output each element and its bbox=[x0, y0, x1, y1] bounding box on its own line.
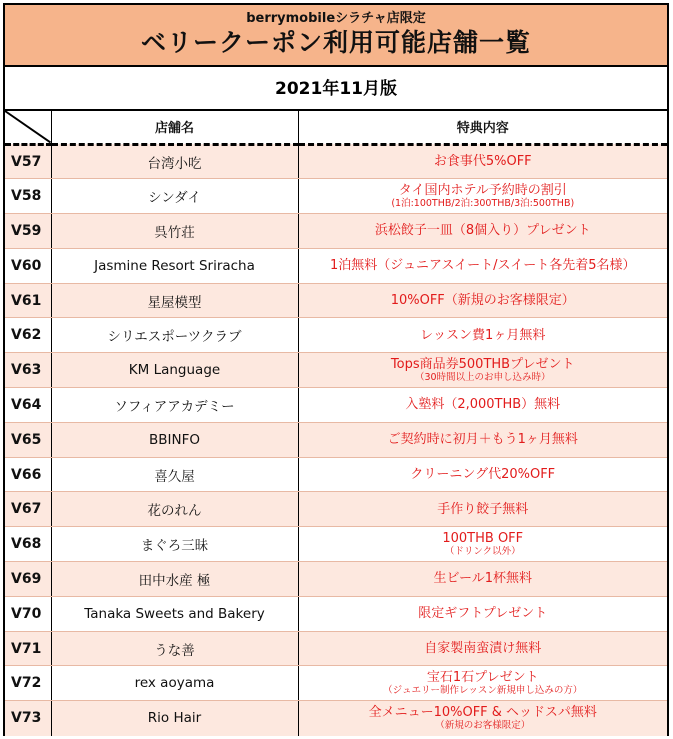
store-code: V68 bbox=[5, 527, 51, 562]
benefit-text: Tops商品券500THBプレゼント bbox=[390, 357, 575, 373]
table-row bbox=[5, 353, 667, 388]
benefit-cell bbox=[298, 283, 667, 318]
benefit-cell bbox=[298, 353, 667, 388]
store-name: KM Language bbox=[51, 353, 298, 388]
benefit-text: 全メニュー10%OFF & ヘッドスパ無料 bbox=[368, 705, 597, 721]
coupon-store-sheet bbox=[3, 3, 669, 736]
benefit-text: ご契約時に初月＋もう1ヶ月無料 bbox=[387, 432, 578, 448]
store-name: 台湾小吃 bbox=[51, 144, 298, 179]
corner-cell bbox=[5, 111, 51, 144]
store-name: 喜久屋 bbox=[51, 457, 298, 492]
store-name: うな善 bbox=[51, 631, 298, 666]
store-name: 呉竹荘 bbox=[51, 214, 298, 249]
benefit-text: クリーニング代20%OFF bbox=[410, 467, 556, 483]
store-code: V58 bbox=[5, 179, 51, 214]
table-header-row bbox=[5, 111, 667, 144]
store-code: V64 bbox=[5, 388, 51, 423]
store-column-header: 店舗名 bbox=[51, 111, 298, 144]
store-code: V72 bbox=[5, 666, 51, 701]
benefit-cell bbox=[298, 527, 667, 562]
store-code: V73 bbox=[5, 701, 51, 736]
benefit-cell bbox=[298, 596, 667, 631]
benefit-text: 浜松餃子一皿（8個入り）プレゼント bbox=[374, 223, 591, 239]
table-row bbox=[5, 631, 667, 666]
table-row bbox=[5, 144, 667, 179]
benefit-cell bbox=[298, 492, 667, 527]
store-name: 花のれん bbox=[51, 492, 298, 527]
store-code: V57 bbox=[5, 144, 51, 179]
benefit-cell bbox=[298, 318, 667, 353]
table-row bbox=[5, 318, 667, 353]
store-code: V71 bbox=[5, 631, 51, 666]
benefit-text: 10%OFF（新規のお客様限定） bbox=[390, 293, 575, 309]
table-row bbox=[5, 179, 667, 214]
benefit-cell bbox=[298, 422, 667, 457]
benefit-text: 1泊無料（ジュニアスイート/スイート各先着5名様） bbox=[329, 258, 636, 274]
edition-label: 2021年11月版 bbox=[5, 67, 667, 111]
table-row bbox=[5, 562, 667, 597]
page-title: ベリークーポン利用可能店舗一覧 bbox=[140, 28, 531, 57]
store-name: シリエスポーツクラブ bbox=[51, 318, 298, 353]
store-name: Jasmine Resort Sriracha bbox=[51, 248, 298, 283]
store-code: V59 bbox=[5, 214, 51, 249]
subtitle: berrymobileシラチャ店限定 bbox=[246, 11, 426, 26]
benefit-cell bbox=[298, 214, 667, 249]
benefit-note: （新規のお客様限定） bbox=[435, 720, 531, 732]
benefit-cell bbox=[298, 179, 667, 214]
title-banner bbox=[5, 5, 667, 67]
store-name: Tanaka Sweets and Bakery bbox=[51, 596, 298, 631]
store-name: 田中水産 極 bbox=[51, 562, 298, 597]
diagonal-slash-icon bbox=[5, 111, 51, 143]
table-row bbox=[5, 422, 667, 457]
table-row bbox=[5, 492, 667, 527]
benefit-text: 100THB OFF bbox=[442, 531, 524, 547]
benefit-text: 限定ギフトプレゼント bbox=[418, 606, 548, 622]
store-code: V65 bbox=[5, 422, 51, 457]
benefit-text: 宝石1石プレゼント bbox=[426, 670, 539, 686]
store-name: 星屋模型 bbox=[51, 283, 298, 318]
table-row bbox=[5, 701, 667, 736]
benefit-note: （ドリンク以外） bbox=[444, 546, 521, 558]
store-code: V60 bbox=[5, 248, 51, 283]
store-name: rex aoyama bbox=[51, 666, 298, 701]
table-row bbox=[5, 283, 667, 318]
benefit-text: レッスン費1ヶ月無料 bbox=[420, 327, 546, 343]
store-name: ソフィアアカデミー bbox=[51, 388, 298, 423]
store-code: V61 bbox=[5, 283, 51, 318]
benefit-cell bbox=[298, 144, 667, 179]
benefit-cell bbox=[298, 248, 667, 283]
benefit-text: お食事代5%OFF bbox=[433, 154, 532, 170]
benefit-text: 生ビール1杯無料 bbox=[433, 571, 532, 587]
store-name: シンダイ bbox=[51, 179, 298, 214]
benefit-note: （ジュエリー制作レッスン新規申し込みの方） bbox=[383, 685, 583, 697]
benefit-note: （30時間以上のお申し込み時） bbox=[414, 372, 551, 384]
benefit-cell bbox=[298, 388, 667, 423]
store-code: V63 bbox=[5, 353, 51, 388]
benefit-cell bbox=[298, 666, 667, 701]
store-name: Rio Hair bbox=[51, 701, 298, 736]
benefit-cell bbox=[298, 701, 667, 736]
table-row bbox=[5, 457, 667, 492]
table-body bbox=[5, 144, 667, 736]
store-table bbox=[5, 111, 667, 736]
table-row bbox=[5, 214, 667, 249]
store-code: V70 bbox=[5, 596, 51, 631]
store-name: BBINFO bbox=[51, 422, 298, 457]
benefit-text: 自家製南蛮漬け無料 bbox=[424, 641, 542, 657]
table-row bbox=[5, 248, 667, 283]
table-row bbox=[5, 666, 667, 701]
table-row bbox=[5, 527, 667, 562]
benefit-note: (1泊:100THB/2泊:300THB/3泊:500THB) bbox=[391, 198, 575, 210]
store-code: V62 bbox=[5, 318, 51, 353]
table-row bbox=[5, 596, 667, 631]
benefit-cell bbox=[298, 562, 667, 597]
benefit-text: 手作り餃子無料 bbox=[437, 501, 529, 517]
benefit-text: 入塾料（2,000THB）無料 bbox=[405, 397, 561, 413]
store-code: V69 bbox=[5, 562, 51, 597]
store-code: V66 bbox=[5, 457, 51, 492]
benefit-cell bbox=[298, 631, 667, 666]
store-code: V67 bbox=[5, 492, 51, 527]
benefit-column-header: 特典内容 bbox=[298, 111, 667, 144]
store-name: まぐろ三昧 bbox=[51, 527, 298, 562]
benefit-text: タイ国内ホテル予約時の割引 bbox=[398, 183, 567, 199]
table-row bbox=[5, 388, 667, 423]
benefit-cell bbox=[298, 457, 667, 492]
